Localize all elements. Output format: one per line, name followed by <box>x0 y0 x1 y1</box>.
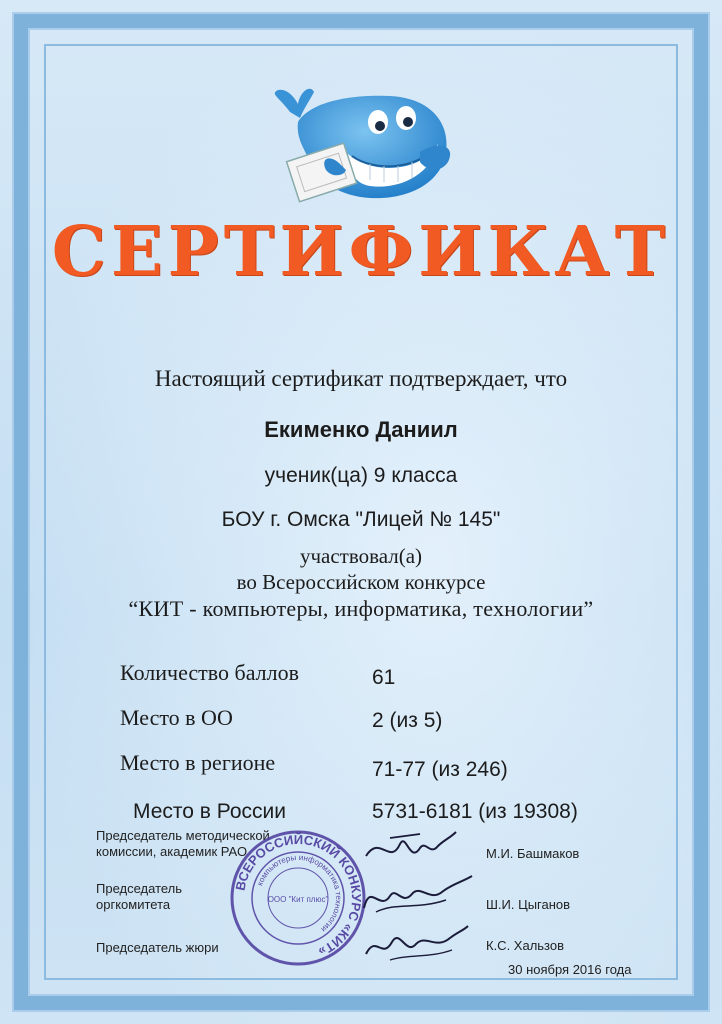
signature-3 <box>360 920 470 968</box>
region-rank-label: Место в регионе <box>120 750 276 775</box>
score-label: Количество баллов <box>120 660 300 685</box>
stamp-inner-text: компьютеры информатика технологии <box>255 852 344 934</box>
signatory-role-3: Председатель жюри <box>96 940 219 955</box>
score-value: 61 <box>372 666 396 689</box>
signatory-role-2-line1: Председатель <box>96 881 183 896</box>
school-rank-value: 2 (из 5) <box>372 709 443 732</box>
signatory-role-2 <box>96 881 182 913</box>
student-grade: ученик(ца) 9 класса <box>264 464 458 487</box>
signatory-name-2: Ш.И. Цыганов <box>486 897 571 912</box>
whale-mascot-icon <box>270 82 460 210</box>
issue-date: 30 ноября 2016 года <box>508 962 632 977</box>
stamp-outer-text: ВСЕРОССИЙСКИЙ КОНКУРС «КИТ» <box>232 831 365 960</box>
russia-rank-value: 5731-6181 (из 19308) <box>372 800 578 823</box>
region-rank-value: 71-77 (из 246) <box>372 758 508 781</box>
student-name: Екименко Даниил <box>264 417 458 442</box>
round-seal-stamp <box>230 830 366 966</box>
contest-prefix: во Всероссийском конкурсе <box>236 570 486 594</box>
certificate-intro: Настоящий сертификат подтверждает, что <box>154 366 568 391</box>
certificate-title: СЕРТИФИКАТ <box>51 212 671 292</box>
signatory-role-1-line1: Председатель методической <box>96 828 270 843</box>
signatory-role-2-line2: оргкомитета <box>96 897 171 912</box>
school-rank-label: Место в ОО <box>120 705 233 730</box>
russia-rank-label: Место в России <box>133 800 287 823</box>
signatory-role-1-line2: комиссии, академик РАО <box>96 844 248 859</box>
stamp-center-text: ООО "Кит плюс" <box>267 895 329 904</box>
signatory-name-1: М.И. Башмаков <box>486 846 580 861</box>
contest-name: “КИТ - компьютеры, информатика, технологии” <box>128 596 594 621</box>
school-name: БОУ г. Омска "Лицей № 145" <box>221 508 501 531</box>
signature-1 <box>360 826 460 876</box>
signature-2 <box>356 872 476 922</box>
signatory-name-3: К.С. Хальзов <box>486 938 565 953</box>
participation-text: участвовал(а) <box>299 544 423 568</box>
